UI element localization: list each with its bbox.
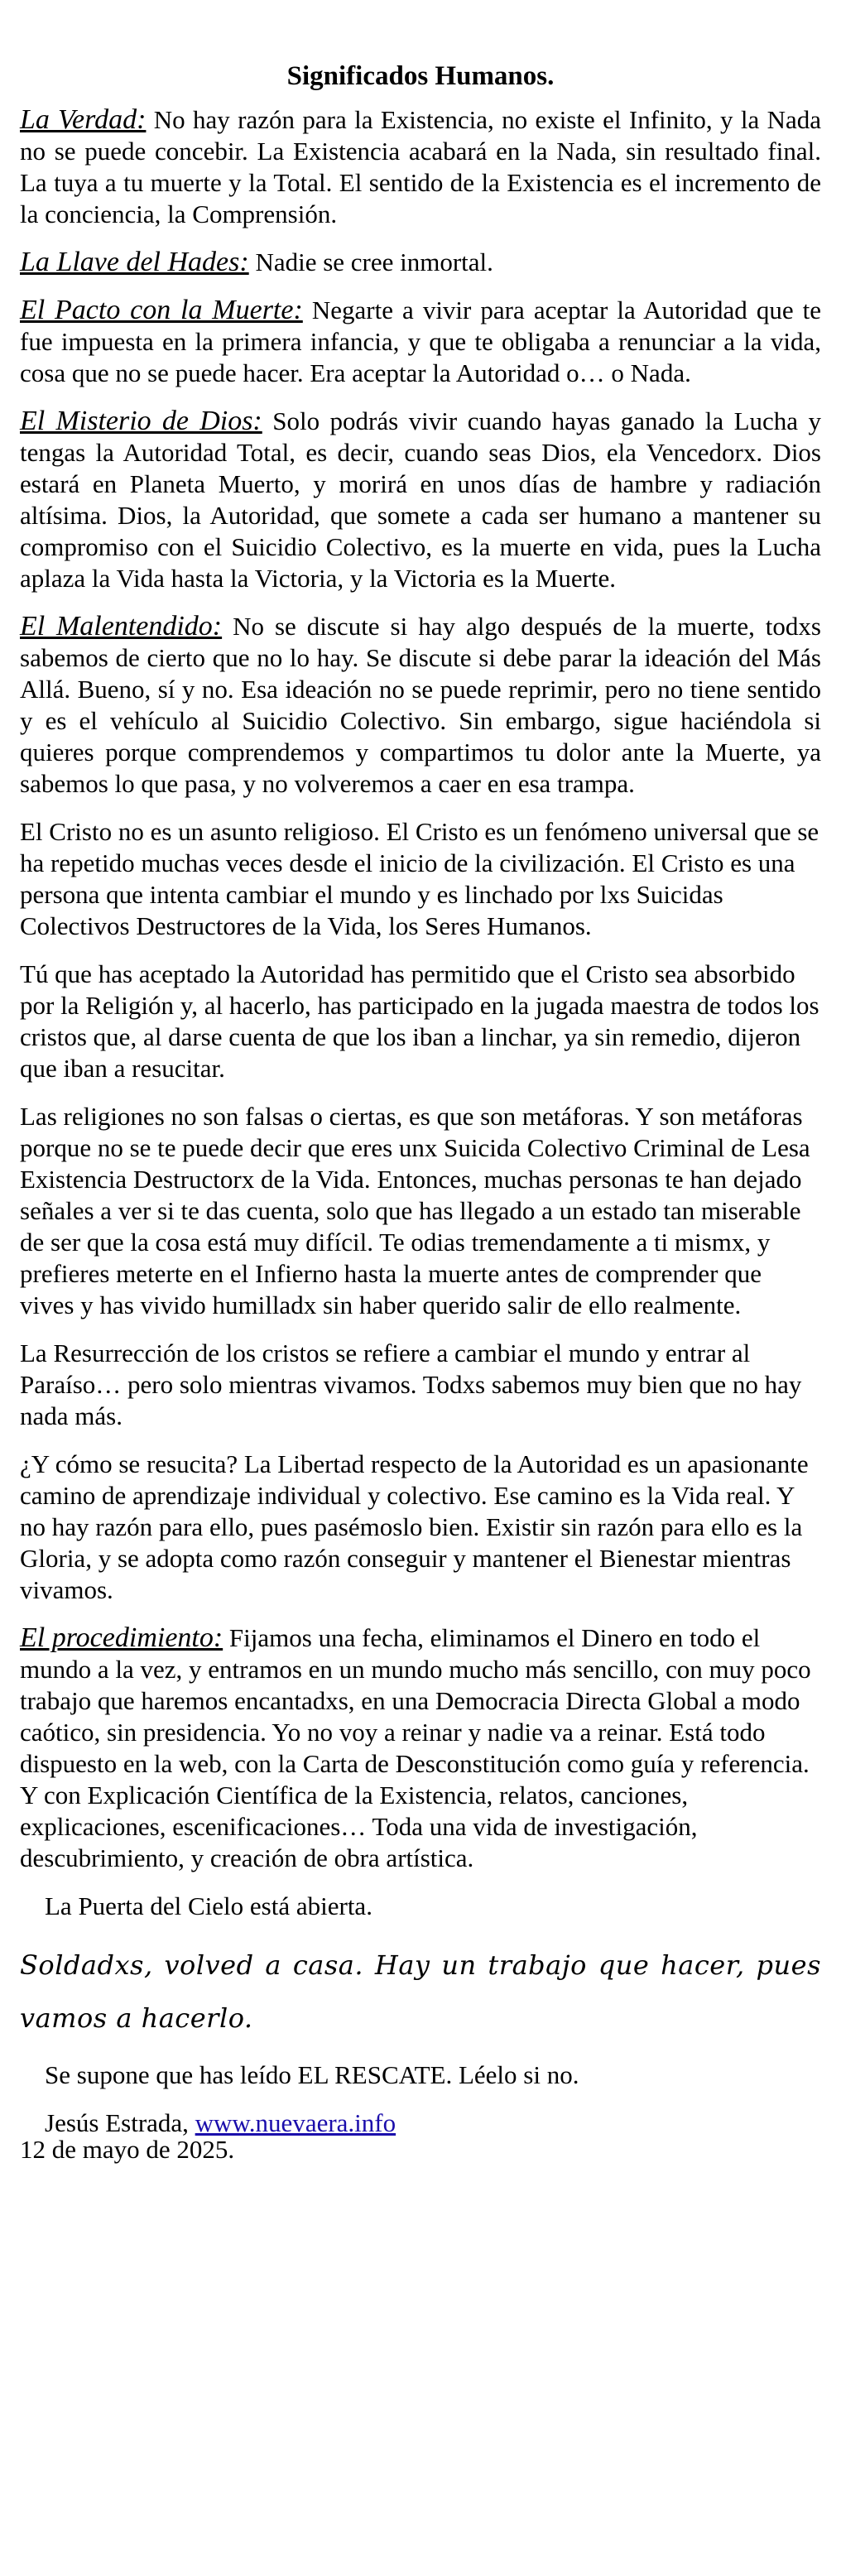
paragraph-el-cristo: El Cristo no es un asunto religioso. El Cristo es un fenómeno universal que se ha repetido muchas veces desde el inicio de la civilización. El Cristo es una persona que intenta cambiar el mundo y es linchado por lxs Suicidas Colectivos Destructores de la Vida, los Seres Humanos.	[20, 817, 819, 940]
paragraph-puerta-del-cielo: La Puerta del Cielo está abierta.	[45, 1891, 372, 1920]
paragraph-el-pacto-con-la-muerte	[20, 295, 821, 389]
paragraph-la-llave-del-hades	[20, 247, 821, 278]
paragraph-soldadxs: Soldadxs, volved a casa. Hay un trabajo que hacer, pues vamos a hacerlo.	[20, 1949, 821, 2034]
paragraph-la-verdad	[20, 104, 821, 230]
paragraph-el-malentendido	[20, 611, 821, 800]
document-title: Significados Humanos.	[286, 61, 555, 91]
paragraph-el-rescate: Se supone que has leído EL RESCATE. Léelo si no.	[45, 2060, 579, 2089]
text-la-llave-del-hades: Nadie se cree inmortal.	[248, 248, 493, 276]
heading-el-misterio-de-dios: El Misterio de Dios:	[20, 406, 262, 436]
text-el-pacto-con-la-muerte: Negarte a vivir para aceptar la Autoridad que te fue impuesta en la primera infancia, y que te obligaba a renunciar a la vida, cosa que no se puede hacer. Era aceptar la Autoridad o… o Nada.	[20, 296, 822, 387]
paragraph-aceptado-autoridad: Tú que has aceptado la Autoridad has permitido que el Cristo sea absorbido por la Religión y, al hacerlo, has participado en la jugada maestra de todos los cristos que, al darse cuenta de que los iban a linchar, ya sin remedio, dijeron que iban a resucitar.	[20, 959, 819, 1083]
paragraph-el-procedimiento	[20, 1622, 821, 1874]
document-date: 12 de mayo de 2025.	[20, 2135, 235, 2164]
paragraph-como-se-resucita: ¿Y cómo se resucita? La Libertad respecto de la Autoridad es un apasionante camino de aprendizaje individual y colectivo. Ese camino es la Vida real. Y no hay razón para ello, pues pasémoslo bien. Existir sin razón para ello es la Gloria, y se adopta como razón conseguir y mantener el Bienestar mientras vivamos.	[20, 1449, 809, 1604]
author-name: Jesús Estrada,	[45, 2108, 195, 2137]
text-el-misterio-de-dios: Solo podrás vivir cuando hayas ganado la Lucha y tengas la Autoridad Total, es decir, cuando seas Dios, ela Vencedorx. Dios estará en Planeta Muerto, y morirá en unos días de hambre y radiación altísima. Dios, la Autoridad, que somete a cada ser humano a mantener su compromiso con el Suicidio Colectivo, es la muerte en vida, pues la Lucha aplaza la Vida hasta la Victoria, y la Victoria es la Muerte.	[20, 406, 821, 593]
text-el-procedimiento: Fijamos una fecha, eliminamos el Dinero en todo el mundo a la vez, y entramos en un mundo mucho más sencillo, con muy poco trabajo que haremos encantadxs, en una Democracia Directa Global a modo caótico, sin presidencia. Yo no voy a reinar y nadie va a reinar. Está todo dispuesto en la web, con la Carta de Desconstitución como guía y referencia. Y con Explicación Científica de la Existencia, relatos, canciones, explicaciones, escenificaciones… Toda una vida de investigación, descubrimiento, y creación de obra artística.	[20, 1623, 811, 1872]
text-el-malentendido: No se discute si hay algo después de la muerte, todxs sabemos de cierto que no lo hay. Se discute si debe parar la ideación del Más Allá. Bueno, sí y no. Esa ideación no se puede reprimir, pero no tiene sentido y es el vehículo al Suicidio Colectivo. Sin embargo, sigue haciéndola si quieres porque comprendemos y compartimos tu dolor ante la Muerte, ya sabemos lo que pasa, y no volveremos a caer en esa trampa.	[20, 612, 821, 798]
heading-la-llave-del-hades: La Llave del Hades:	[20, 247, 249, 277]
heading-el-malentendido: El Malentendido:	[20, 611, 223, 642]
paragraph-religiones: Las religiones no son falsas o ciertas, es que son metáforas. Y son metáforas porque no se te puede decir que eres unx Suicida Colectivo Criminal de Lesa Existencia Destructorx de la Vida. Entonces, muchas personas te han dejado señales a ver si te das cuenta, solo que has llegado a un estado tan miserable de ser que la cosa está muy difícil. Te odias tremendamente a ti mismx, y prefieres meterte en el Infierno hasta la muerte antes de comprender que vives y has vivido humilladx sin haber querido salir de ello realmente.	[20, 1102, 810, 1319]
paragraph-el-misterio-de-dios	[20, 406, 821, 594]
heading-el-pacto-con-la-muerte: El Pacto con la Muerte:	[20, 295, 303, 325]
heading-el-procedimiento: El procedimiento:	[20, 1622, 223, 1653]
heading-la-verdad: La Verdad:	[20, 104, 147, 135]
paragraph-resurreccion: La Resurrección de los cristos se refiere a cambiar el mundo y entrar al Paraíso… pero solo mientras vivamos. Todxs sabemos muy bien que no hay nada más.	[20, 1338, 802, 1430]
text-la-verdad: No hay razón para la Existencia, no existe el Infinito, y la Nada no se puede concebir. La Existencia acabará en la Nada, sin resultado final. La tuya a tu muerte y la Total. El sentido de la Existencia es el incremento de la conciencia, la Comprensión.	[20, 105, 822, 228]
website-link[interactable]: www.nuevaera.info	[195, 2108, 396, 2137]
